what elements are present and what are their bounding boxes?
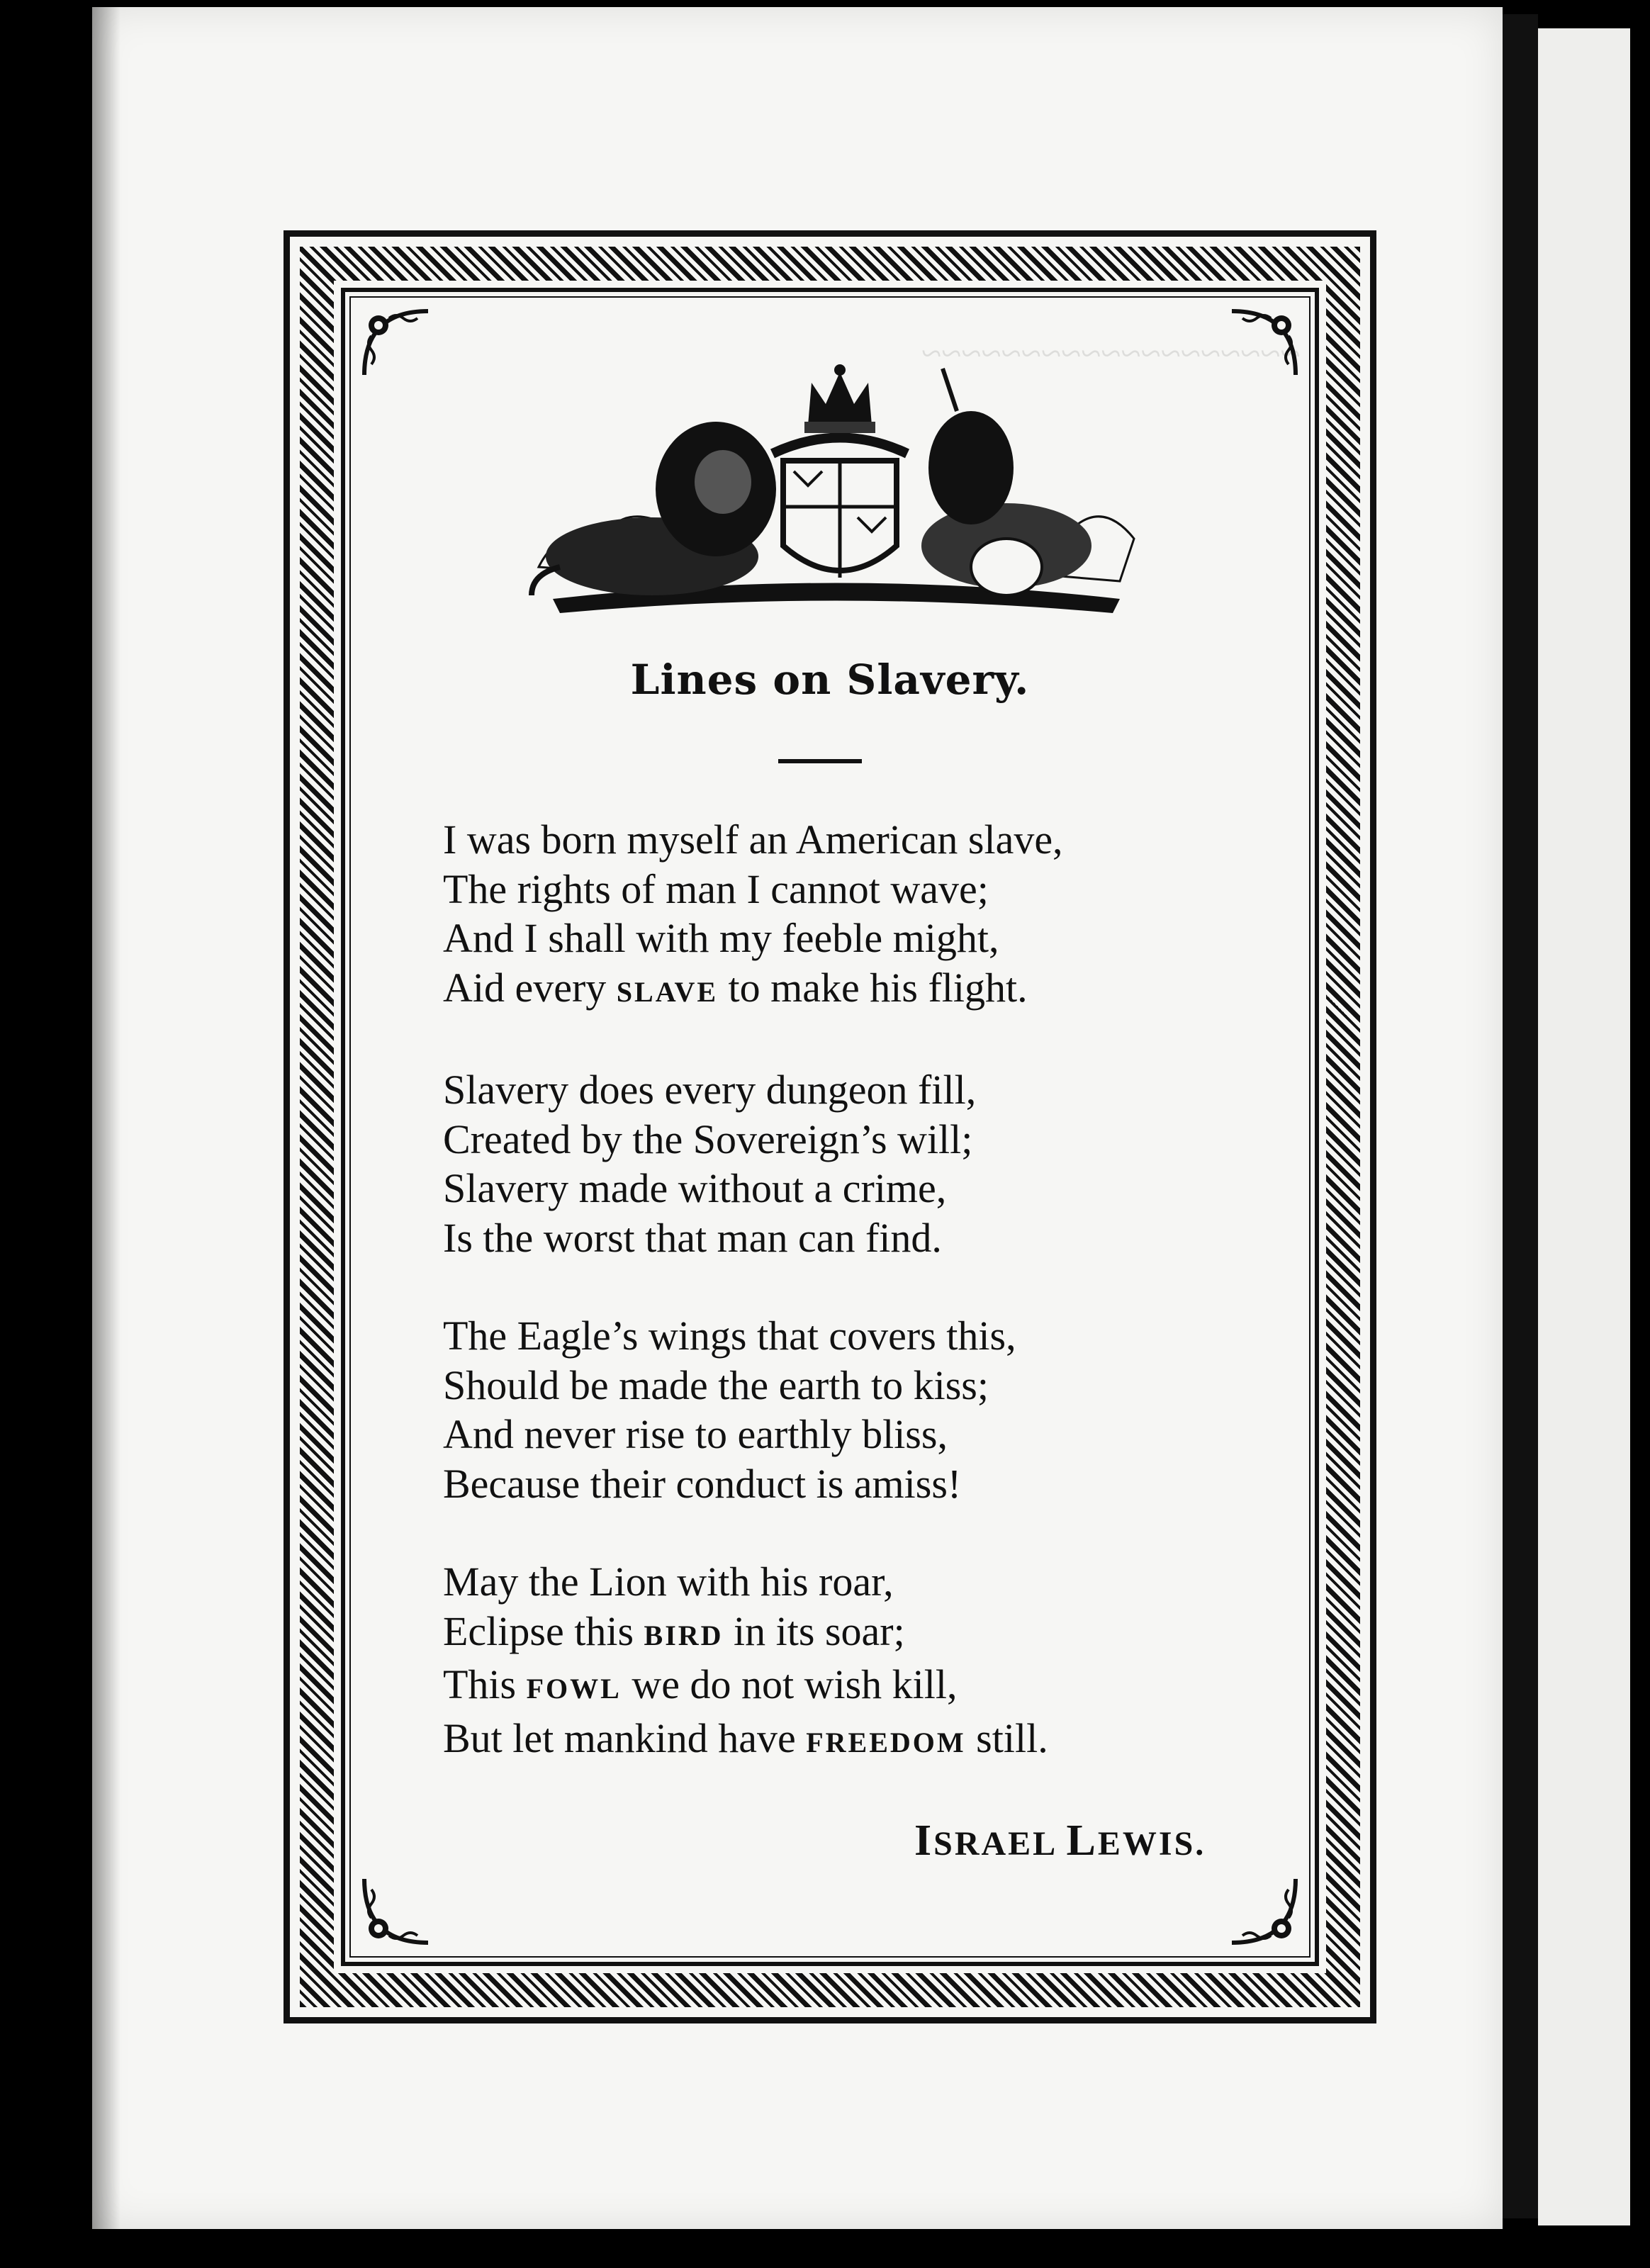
poem-line: Should be made the earth to kiss; [443,1362,989,1408]
scroll-flourish-icon [1225,1872,1303,1950]
poem-line: Created by the Sovereign’s will; [443,1116,973,1162]
author-initial: I [914,1817,934,1865]
line-fragment: in its soar; [723,1607,905,1654]
page-gutter [1503,14,1538,2218]
poem-line [443,1714,1293,1768]
poem-line: Slavery does every dungeon fill, [443,1067,977,1113]
emphasized-word: BIRD [644,1619,724,1651]
poem-line: Is the worst that man can find. [443,1214,942,1261]
poem-line: And I shall with my feeble might, [443,915,999,961]
line-fragment: Aid every [443,964,617,1011]
emphasized-word: FREEDOM [806,1726,966,1758]
author-initial: L [1066,1817,1098,1865]
poem-line: The rights of man I cannot wave; [443,865,989,912]
royal-coat-of-arms-icon [510,354,1162,624]
poem-line: The Eagle’s wings that covers this, [443,1313,1016,1359]
line-fragment: Eclipse this [443,1607,644,1654]
poem-body [443,815,1293,1816]
poem-line [443,1660,1293,1714]
line-fragment: still. [965,1714,1048,1761]
poem-line: And never rise to earthly bliss, [443,1411,948,1457]
line-fragment: to make his flight. [718,964,1028,1011]
poem-stanza [443,1557,1293,1767]
title-divider-rule [778,759,862,763]
poem-line [443,1607,1293,1661]
poem-author [914,1816,1206,1866]
poem-stanza [443,1065,1293,1262]
poem-line: Because their conduct is amiss! [443,1460,962,1507]
emphasized-word: SLAVE [616,975,719,1008]
poem-line: Slavery made without a crime, [443,1165,947,1211]
poem-line: May the Lion with his roar, [443,1559,894,1605]
bleed-through-text: ~~~~~~~~~~~~~~~~~~~ [921,334,1301,374]
line-fragment: we do not wish kill, [621,1661,958,1707]
spine-shadow [92,7,120,2229]
poem-stanza [443,815,1293,1016]
author-first-name-rest: SRAEL [933,1825,1056,1863]
scroll-flourish-icon [357,304,435,382]
emphasized-word: FOWL [526,1673,622,1705]
author-last-name-rest: EWIS. [1097,1825,1206,1863]
scroll-flourish-icon [357,1872,435,1950]
poem-line: I was born myself an American slave, [443,816,1063,863]
line-fragment: But let mankind have [443,1714,807,1761]
poem-title: Lines on Slavery. [630,656,1030,704]
poem-stanza [443,1311,1293,1508]
line-fragment: This [443,1661,527,1707]
facing-page-edge [1538,28,1630,2225]
poem-line [443,963,1293,1017]
